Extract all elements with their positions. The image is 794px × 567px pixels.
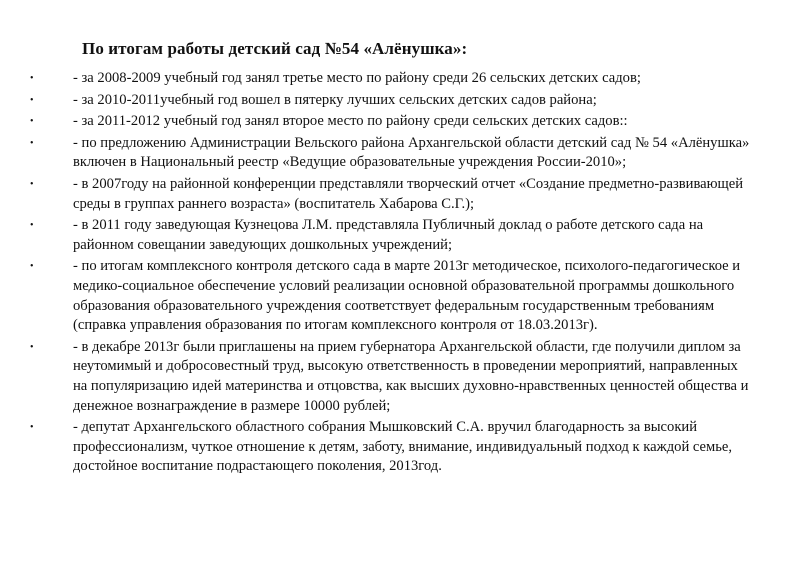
bullet-icon: • (30, 261, 34, 273)
bullet-icon: • (30, 137, 34, 149)
list-item-text: - в 2007году на районной конференции представляли творческий отчет «Создание предметно-развивающей среды в группах раннего возраста» (воспитатель Хабарова С.Г.); (73, 175, 744, 212)
list-item-text: - за 2011-2012 учебный год занял второе место по району среди сельских детских садов:: (73, 113, 628, 130)
bullet-icon: • (30, 73, 34, 84)
bullet-icon: • (30, 116, 34, 128)
list-item-text: - в декабре 2013г были приглашены на прием губернатора Архангельской области, где получили диплом за неутомимый и добросовестный труд, высокую ответственность в проведении мероприятий, направленных на популяризацию идей материнства и отцовства, как высших духовно-нравственных ценностей общества и денежное вознаграждение в размере 10000 рублей; (73, 338, 749, 414)
list-item (30, 257, 750, 335)
list-item (30, 134, 750, 173)
list-item-text: - за 2008-2009 учебный год занял третье место по району среди 26 сельских детских садов; (73, 70, 641, 86)
list-item (30, 338, 750, 416)
list-item (30, 69, 750, 89)
bullet-icon: • (30, 94, 34, 106)
list-item-text: - по итогам комплексного контроля детского сада в марте 2013г методическое, психолого-педагогическое и медико-социальное обеспечение условий реализации основной образовательной программы дошкольного образования образовательного учреждения соответствует федеральным государственным требованиям (справка управления образования по итогам комплексного контроля от 18.03.2013г). (73, 258, 741, 334)
achievements-list (30, 69, 750, 479)
list-item (30, 418, 750, 477)
list-item (30, 216, 750, 255)
list-item-text: - депутат Архангельского областного собрания Мышковский С.А. вручил благодарность за высокий профессионализм, чуткое отношение к детям, заботу, внимание, индивидуальный подход к каждой семье, достойное воспитание подрастающего поколения, 2013год. (73, 419, 733, 475)
bullet-icon: • (30, 341, 34, 353)
slide-title: По итогам работы детский сад №54 «Алёнушка»: (82, 39, 468, 58)
list-item-text: - по предложению Администрации Вельского района Архангельской области детский сад № 54 «Алёнушка» включен в Национальный реестр «Ведущие образовательные учреждения России-2010»; (73, 134, 750, 171)
list-item-text: - в 2011 году заведующая Кузнецова Л.М. представляла Публичный доклад о работе детского сада на районном совещании заведующих дошкольных учреждений; (73, 217, 704, 253)
list-item (30, 175, 750, 214)
list-item-text: - за 2010-2011учебный год вошел в пятерку лучших сельских детских садов района; (73, 91, 597, 108)
bullet-icon: • (30, 178, 34, 190)
list-item (30, 91, 750, 111)
bullet-icon: • (30, 220, 34, 232)
bullet-icon: • (30, 422, 34, 434)
list-item (30, 112, 750, 132)
